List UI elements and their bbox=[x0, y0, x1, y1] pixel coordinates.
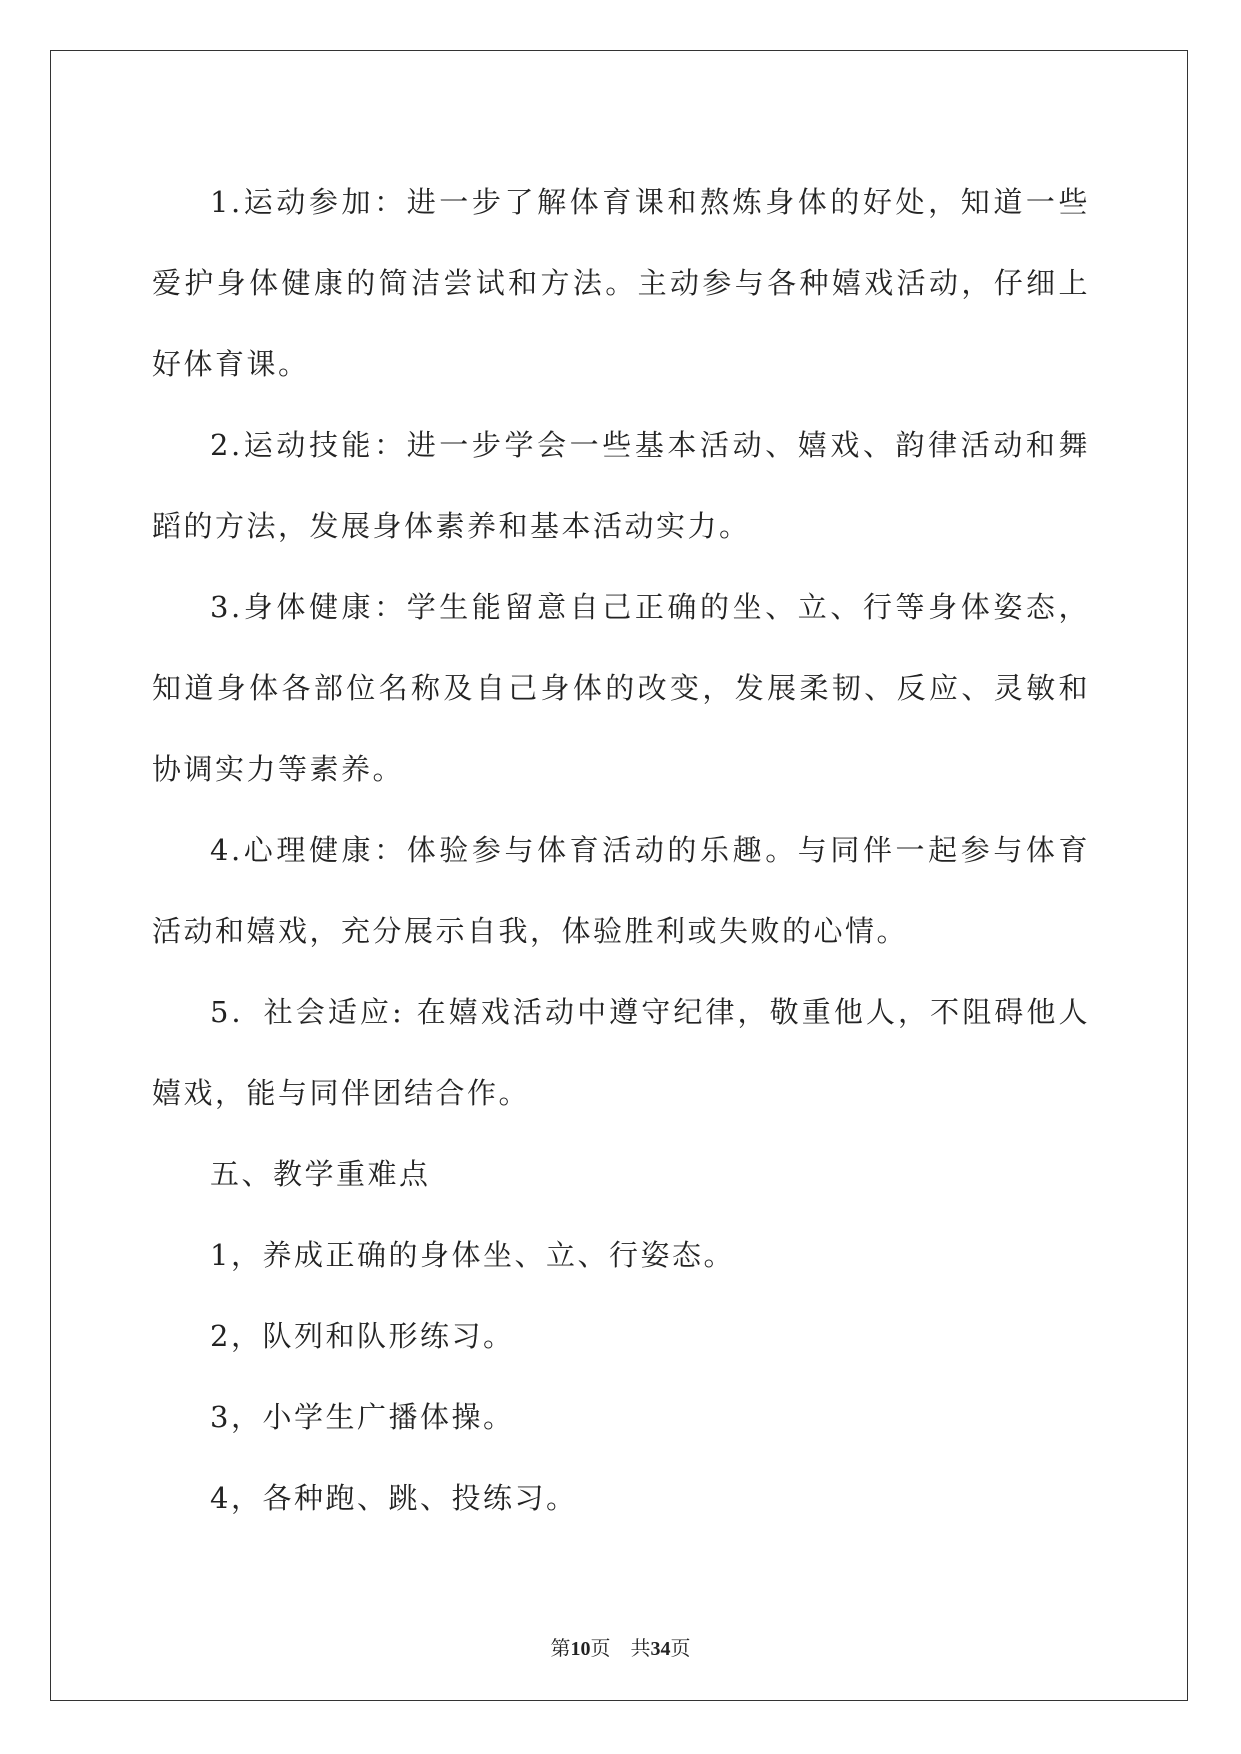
list-item-formation: 2，队列和队形练习。 bbox=[210, 1319, 515, 1353]
page-footer bbox=[0, 1632, 1241, 1661]
paragraph-social-adaptation: 5．社会适应: 在嬉戏活动中遵守纪律，敬重他人，不阻碍他人嬉戏，能与同伴团结合作。 bbox=[152, 995, 1090, 1110]
footer-total-prefix: 共 bbox=[630, 1636, 651, 1660]
footer-total-suffix: 页 bbox=[670, 1636, 691, 1660]
paragraph-sports-skills: 2.运动技能：进一步学会一些基本活动、嬉戏、韵律活动和舞蹈的方法，发展身体素养和基本活动实力。 bbox=[152, 428, 1090, 543]
section-heading-key-points: 五、教学重难点 bbox=[210, 1157, 431, 1191]
list-item-run-jump-throw: 4，各种跑、跳、投练习。 bbox=[210, 1481, 578, 1515]
total-page-count: 34 bbox=[650, 1638, 671, 1660]
paragraph-physical-health: 3.身体健康：学生能留意自己正确的坐、立、行等身体姿态，知道身体各部位名称及自己身体的改变，发展柔韧、反应、灵敏和协调实力等素养。 bbox=[152, 590, 1090, 786]
footer-prefix: 第 bbox=[550, 1636, 571, 1660]
paragraph-mental-health: 4.心理健康：体验参与体育活动的乐趣。与同伴一起参与体育活动和嬉戏，充分展示自我，体验胜利或失败的心情。 bbox=[152, 833, 1090, 948]
paragraph-sports-participation: 1.运动参加：进一步了解体育课和熬炼身体的好处，知道一些爱护身体健康的简洁尝试和方法。主动参与各种嬉戏活动，仔细上好体育课。 bbox=[152, 185, 1090, 381]
current-page-number: 10 bbox=[570, 1638, 591, 1660]
list-item-posture: 1，养成正确的身体坐、立、行姿态。 bbox=[210, 1238, 735, 1272]
list-item-broadcast-exercise: 3，小学生广播体操。 bbox=[210, 1400, 515, 1434]
footer-page-suffix: 页 bbox=[590, 1636, 611, 1660]
document-body bbox=[152, 162, 1090, 1539]
